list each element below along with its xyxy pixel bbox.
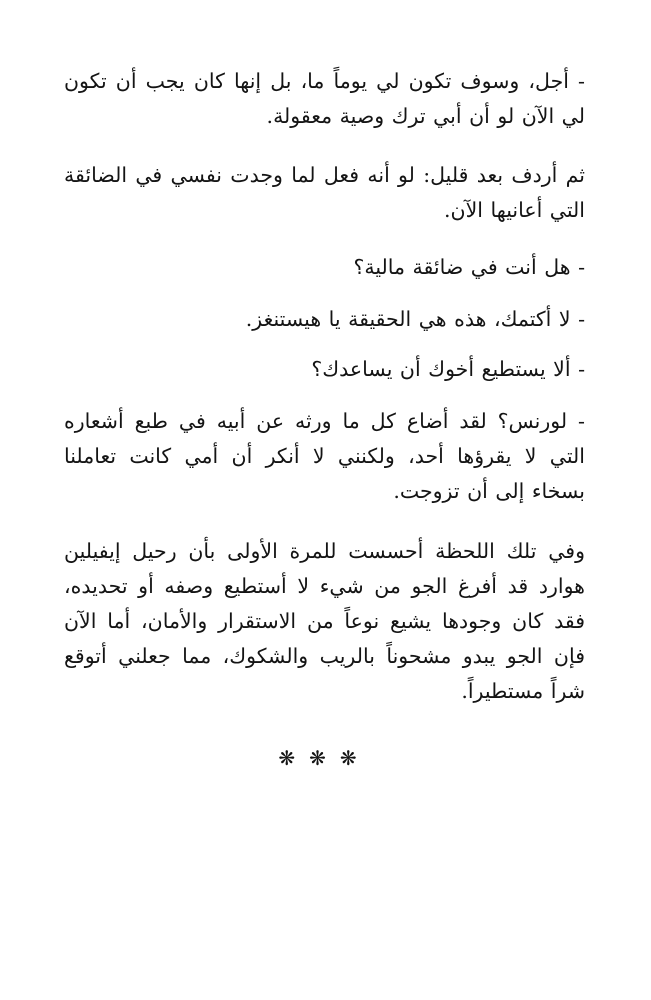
narration-paragraph: ثم أردف بعد قليل: لو أنه فعل لما وجدت نفسي في الضائقة التي أعانيها الآن. bbox=[64, 163, 585, 222]
section-break-ornament: ❋❋❋ bbox=[278, 746, 371, 770]
dialogue-line: - ألا يستطيع أخوك أن يساعدك؟ bbox=[311, 357, 585, 381]
dialogue-line: - لا أكتمك، هذه هي الحقيقة يا هيستنغز. bbox=[245, 307, 585, 331]
dialogue-paragraph: - لورنس؟ لقد أضاع كل ما ورثه عن أبيه في طبع أشعاره التي لا يقرؤها أحد، ولكنني لا أنكر أن أمي كانت تعاملنا بسخاء إلى أن تزوجت. bbox=[64, 409, 585, 503]
dialogue-line: - هل أنت في ضائقة مالية؟ bbox=[353, 255, 585, 279]
book-page bbox=[64, 0, 585, 1000]
dialogue-paragraph: - أجل، وسوف تكون لي يوماً ما، بل إنها كان يجب أن تكون لي الآن لو أن أبي ترك وصية معقولة. bbox=[64, 69, 585, 128]
narration-paragraph: وفي تلك اللحظة أحسست للمرة الأولى بأن رحيل إيفيلين هوارد قد أفرغ الجو من شيء لا أستطيع وصفه أو تحديده، فقد كان وجودها يشيع نوعاً من الاستقرار والأمان، أما الآن فإن الجو يبدو مشحوناً بالريب والشكوك، مما جعلني أتوقع شراً مستطيراً. bbox=[64, 539, 585, 703]
